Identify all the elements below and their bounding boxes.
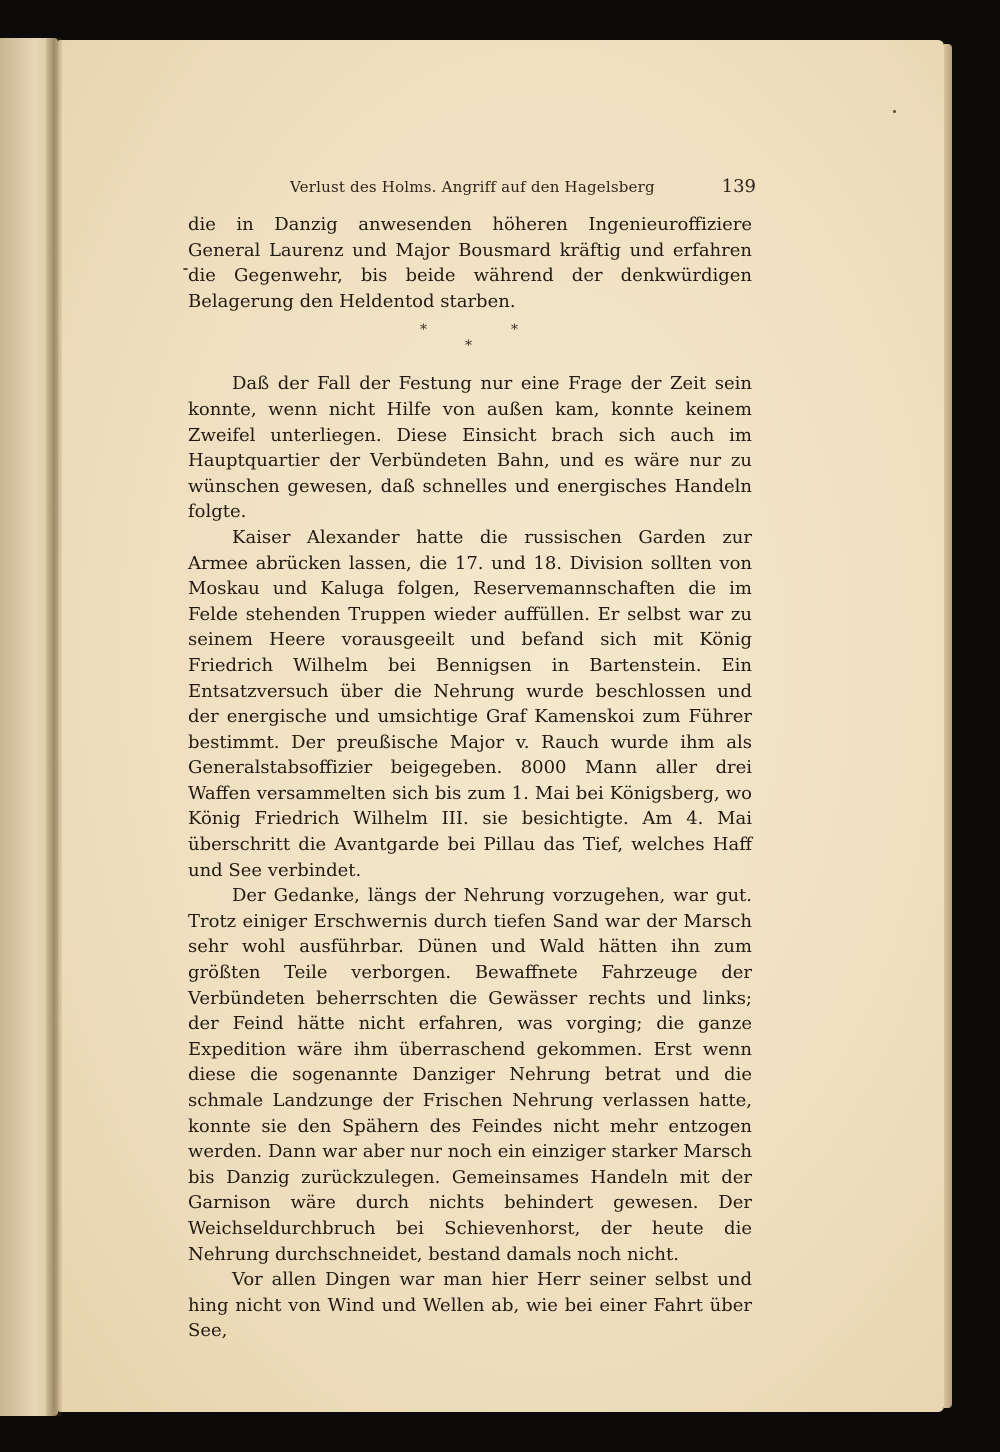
page-header (290, 176, 756, 200)
running-head: Verlust des Holms. Angriff auf den Hagelsberg (290, 178, 655, 196)
paragraph: die in Danzig anwesenden höheren Ingenieuroffiziere General Laurenz und Major Bousmard kräftig und erfahren die Gegenwehr, bis beide während der denkwürdigen Belagerung den Heldentod starben. (188, 214, 752, 312)
page-stack-edge (944, 44, 952, 1408)
section-break-asterism (188, 316, 752, 368)
paragraph: Daß der Fall der Festung nur eine Frage der Zeit sein konnte, wenn nicht Hilfe von außen kam, konnte keinem Zweifel unterliegen. Diese Einsicht brach sich auch im Hauptquartier der Verbündeten Bahn, und es wäre nur zu wünschen gewesen, daß schnelles und energisches Handeln folgte. (188, 373, 752, 523)
asterisk: * (465, 338, 472, 355)
book-gutter (46, 38, 62, 1416)
body-text (188, 212, 752, 1344)
asterisk: * (511, 322, 518, 339)
paper-speck (893, 110, 896, 113)
paragraph: Vor allen Dingen war man hier Herr seiner selbst und hing nicht von Wind und Wellen ab, wie bei einer Fahrt über See, (188, 1269, 752, 1342)
page-number: 139 (721, 176, 756, 197)
asterisk: * (420, 322, 427, 339)
paragraph: Der Gedanke, längs der Nehrung vorzugehen, war gut. Trotz einiger Erschwernis durch tiefen Sand war der Marsch sehr wohl ausführbar. Dünen und Wald hätten ihn zum größten Teile verborgen. Bewaffnete Fahrzeuge der Verbündeten beherrschten die Gewässer rechts und links; der Feind hätte nicht erfahren, was vorging; die ganze Expedition wäre ihm überraschend gekommen. Erst wenn diese die sogenannte Danziger Nehrung betrat und die schmale Landzunge der Frischen Nehrung verlassen hatte, konnte sie den Spähern des Feindes nicht mehr entzogen werden. Dann war aber nur noch ein einziger starker Marsch bis Danzig zurückzulegen. Gemeinsames Handeln mit der Garnison wäre durch nichts behindert gewesen. Der Weichseldurchbruch bei Schievenhorst, der heute die Nehrung durchschneidet, bestand damals noch nicht. (188, 885, 752, 1265)
paragraph: Kaiser Alexander hatte die russischen Garden zur Armee abrücken lassen, die 17. und 18. Division sollten von Moskau und Kaluga folgen, Reservemannschaften die im Felde stehenden Truppen wieder auffüllen. Er selbst war zu seinem Heere vorausgeeilt und befand sich mit König Friedrich Wilhelm bei Bennigsen in Bartenstein. Ein Entsatzversuch über die Nehrung wurde beschlossen und der energische und umsichtige Graf Kamenskoi zum Führer bestimmt. Der preußische Major v. Rauch wurde ihm als Generalstabsoffizier beigegeben. 8000 Mann aller drei Waffen versammelten sich bis zum 1. Mai bei Königsberg, wo König Friedrich Wilhelm III. sie besichtigte. Am 4. Mai überschritt die Avantgarde bei Pillau das Tief, welches Haff und See verbindet. (188, 526, 752, 881)
